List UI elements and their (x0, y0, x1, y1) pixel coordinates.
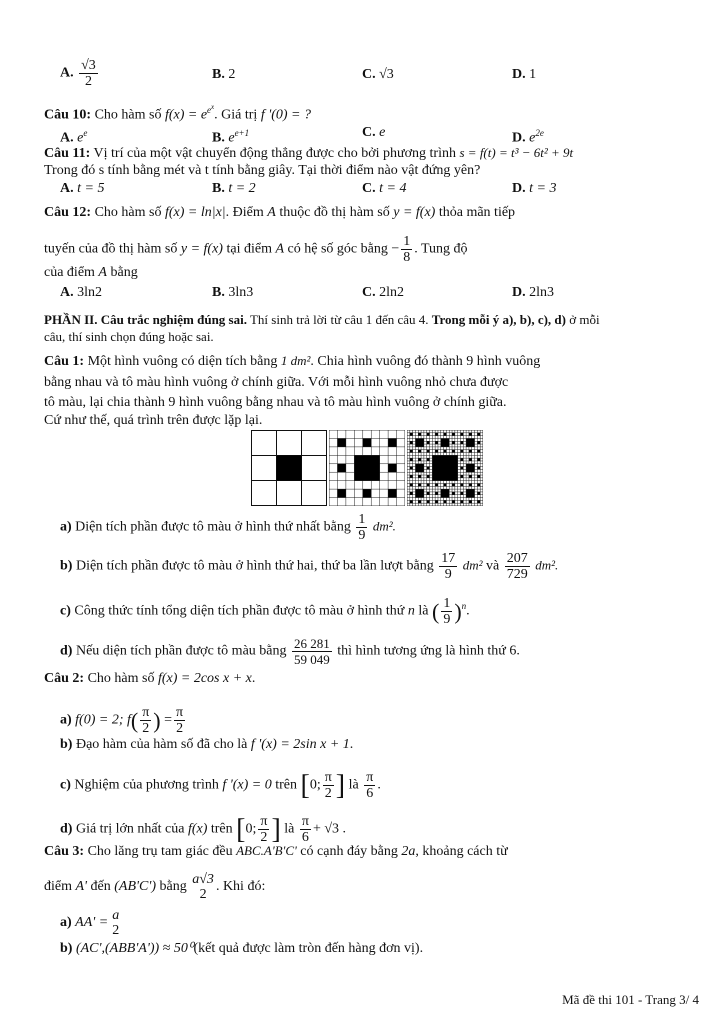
q9-option-c: C. √3 (362, 67, 394, 82)
carpet-filled-square (415, 464, 423, 472)
carpet-filled-square (388, 464, 396, 472)
carpet-filled-square (418, 458, 421, 461)
carpet-filled-square (363, 438, 371, 446)
p2q1-statement-c: c) Công thức tính tổng diện tích phần được tô màu ở hình thứ n là ( $\frac{1}{9}$ )$^n$. (60, 596, 470, 627)
p2q3-statement-a: a) AA' = a 2 (60, 908, 120, 938)
q9-option-b: B. 2 (212, 67, 236, 82)
carpet-filled-square (410, 458, 413, 461)
carpet-filled-square (452, 483, 455, 486)
carpet-filled-square (354, 455, 379, 480)
carpet-filled-square (388, 438, 396, 446)
carpet-filled-square (435, 500, 438, 503)
carpet-figure-1 (251, 430, 327, 506)
carpet-filled-square (410, 433, 413, 436)
carpet-filled-square (466, 489, 474, 497)
carpet-filled-square (469, 475, 472, 478)
carpet-filled-square (410, 492, 413, 495)
carpet-filled-square (435, 441, 438, 444)
carpet-filled-square (410, 475, 413, 478)
carpet-filled-square (469, 483, 472, 486)
carpet-filled-square (477, 492, 480, 495)
q10-option-b: B. $e^{e+1}$ (212, 128, 250, 146)
carpet-filled-square (435, 492, 438, 495)
carpet-filled-square (460, 475, 463, 478)
carpet-filled-square (452, 433, 455, 436)
part2-heading-line2: câu, thí sinh chọn đúng hoặc sai. (44, 329, 214, 344)
q9-option-a: A. $\frac{√3}{2}$ (60, 58, 96, 89)
p2q1-statement-b: b) Diện tích phần được tô màu ở hình thứ hai, thứ ba lần lượt bằng $\frac{17}{9}$ dm² và $\frac{207}{729}$ dm². (60, 551, 559, 582)
carpet-filled-square (410, 467, 413, 470)
carpet-filled-square (469, 433, 472, 436)
p2q1-stem-line3: tô màu, lại chia thành 9 hình vuông bằng nhau và tô màu hình vuông ở chính giữa. (44, 395, 507, 410)
carpet-filled-square (452, 441, 455, 444)
carpet-filled-square (477, 475, 480, 478)
q12-option-a: A. 3ln2 (60, 285, 103, 300)
carpet-filled-square (388, 489, 396, 497)
q12-stem-line2: tuyến của đồ thị hàm số y = f(x) tại điểm A có hệ số góc bằng − $\frac{1}{8}$ . Tung độ (44, 234, 468, 265)
carpet-filled-square (435, 483, 438, 486)
carpet-filled-square (418, 500, 421, 503)
carpet-filled-square (427, 441, 430, 444)
carpet-filled-square (477, 500, 480, 503)
p2q2-statement-c: c) Nghiệm của phương trình f '(x) = 0 trên [0; $\frac{\pi}{2}$ ] là $\frac{\pi}{6}$ . (60, 769, 381, 801)
carpet-filled-square (435, 450, 438, 453)
carpet-filled-square (469, 450, 472, 453)
page-footer: Mã đề thi 101 - Trang 3/ 4 (562, 992, 699, 1007)
carpet-filled-square (460, 433, 463, 436)
q11-option-d: D. t = 3 (512, 181, 557, 196)
carpet-filled-square (427, 483, 430, 486)
carpet-filled-square (477, 458, 480, 461)
carpet-filled-square (477, 441, 480, 444)
carpet-figure-3 (407, 430, 483, 506)
q12-option-c: C. 2ln2 (362, 285, 405, 300)
p2q3-stem-line2: điểm A' đến (AB'C') bằng a√3 2 . Khi đó: (44, 872, 266, 902)
carpet-filled-square (432, 455, 457, 480)
carpet-filled-square (441, 438, 449, 446)
carpet-filled-square (418, 483, 421, 486)
q12-option-d: D. 2ln3 (512, 285, 555, 300)
carpet-filled-square (477, 483, 480, 486)
carpet-filled-square (444, 433, 447, 436)
carpet-filled-square (444, 500, 447, 503)
carpet-filled-square (435, 433, 438, 436)
carpet-filled-square (410, 483, 413, 486)
carpet-filled-square (427, 433, 430, 436)
carpet-filled-square (469, 500, 472, 503)
carpet-filled-square (444, 483, 447, 486)
carpet-filled-square (460, 483, 463, 486)
p2q2-statement-a: a) f(0) = 2; f( $\frac{\pi}{2}$ ) = $\frac{\pi}{2}$ (60, 705, 184, 736)
p2q3-stem: Câu 3: Cho lăng trụ tam giác đều ABC.A'B'C' có cạnh đáy bằng 2a, khoảng cách từ (44, 843, 508, 859)
q12-option-b: B. 3ln3 (212, 285, 254, 300)
p2q1-statement-a: a) Diện tích phần được tô màu ở hình thứ nhất bằng $\frac{1}{9}$ dm². (60, 512, 396, 543)
carpet-filled-square (427, 475, 430, 478)
part2-heading: PHẦN II. Câu trắc nghiệm đúng sai. Thí sinh trả lời từ câu 1 đến câu 4. Trong mỗi ý a), b), c), d) ở mỗi (44, 312, 600, 327)
q12-stem: Câu 12: Cho hàm số f(x) = ln|x|. Điểm A thuộc đồ thị hàm số y = f(x) thỏa mãn tiếp (44, 205, 516, 220)
carpet-filled-square (363, 489, 371, 497)
carpet-filled-square (452, 450, 455, 453)
carpet-filled-square (337, 489, 345, 497)
carpet-filled-square (477, 450, 480, 453)
p2q3-statement-b: b) (AC',(ABB'A')) ≈ 50⁰(kết quả được làm tròn đến hàng đơn vị). (60, 941, 424, 956)
p2q2-statement-d: d) Giá trị lớn nhất của f(x) trên [0; $\frac{\pi}{2}$ ] là $\frac{\pi}{6}$ + √3 . (60, 813, 347, 845)
q11-stem: Câu 11: Vị trí của một vật chuyển động thẳng được cho bởi phương trình s = f(t) = t³ − 6t² + 9t (44, 145, 574, 161)
q10-option-a: A. $e^e$ (60, 128, 88, 146)
carpet-filled-square (410, 500, 413, 503)
carpet-filled-square (444, 450, 447, 453)
carpet-filled-square (477, 433, 480, 436)
carpet-filled-square (460, 458, 463, 461)
carpet-filled-square (427, 492, 430, 495)
carpet-figure-2 (329, 430, 405, 506)
q11-option-a: A. t = 5 (60, 181, 105, 196)
carpet-filled-square (410, 450, 413, 453)
carpet-filled-square (337, 464, 345, 472)
carpet-filled-square (460, 492, 463, 495)
q11-stem-line2: Trong đó s tính bằng mét và t tính bằng giây. Tại thời điểm nào vật đứng yên? (44, 163, 481, 178)
carpet-filled-square (466, 464, 474, 472)
carpet-filled-square (460, 450, 463, 453)
carpet-filled-square (418, 433, 421, 436)
q11-option-b: B. t = 2 (212, 181, 256, 196)
p2q2-statement-b: b) Đạo hàm của hàm số đã cho là f '(x) = 2sin x + 1. (60, 737, 354, 752)
carpet-filled-square (452, 500, 455, 503)
carpet-filled-square (460, 467, 463, 470)
q10-stem: Câu 10: Cho hàm số $f(x) = e^{e^x}$. Giá trị f '(0) = ? (44, 103, 311, 123)
q9-option-d: D. 1 (512, 67, 537, 82)
carpet-filled-square (410, 441, 413, 444)
q10-option-d: D. $e^{2e}$ (512, 128, 544, 146)
carpet-filled-square (466, 438, 474, 446)
p2q1-stem: Câu 1: Một hình vuông có diện tích bằng 1 dm². Chia hình vuông đó thành 9 hình vuông (44, 353, 541, 369)
q12-stem-line3: của điểm A bằng (44, 265, 138, 280)
q11-option-c: C. t = 4 (362, 181, 407, 196)
carpet-filled-square (441, 489, 449, 497)
carpet-filled-square (427, 467, 430, 470)
carpet-filled-square (415, 489, 423, 497)
carpet-filled-square (460, 500, 463, 503)
carpet-filled-square (427, 450, 430, 453)
carpet-filled-square (460, 441, 463, 444)
p2q2-stem: Câu 2: Cho hàm số f(x) = 2cos x + x. (44, 671, 256, 686)
p2q1-stem-line4: Cứ như thế, quá trình trên được lặp lại. (44, 413, 263, 428)
carpet-filled-square (469, 458, 472, 461)
carpet-filled-square (418, 475, 421, 478)
carpet-filled-square (477, 467, 480, 470)
carpet-filled-square (337, 438, 345, 446)
p2q1-statement-d: d) Nếu diện tích phần được tô màu bằng $\frac{26 281}{59 049}$ thì hình tương ứng là hình thứ 6. (60, 636, 520, 667)
carpet-filled-square (418, 450, 421, 453)
carpet-filled-square (427, 500, 430, 503)
carpet-filled-square (427, 458, 430, 461)
carpet-filled-square (452, 492, 455, 495)
carpet-filled-square (415, 438, 423, 446)
q10-option-c: C. e (362, 125, 386, 140)
p2q1-stem-line2: bằng nhau và tô màu hình vuông ở chính giữa. Với mỗi hình vuông nhỏ chưa được (44, 375, 509, 390)
